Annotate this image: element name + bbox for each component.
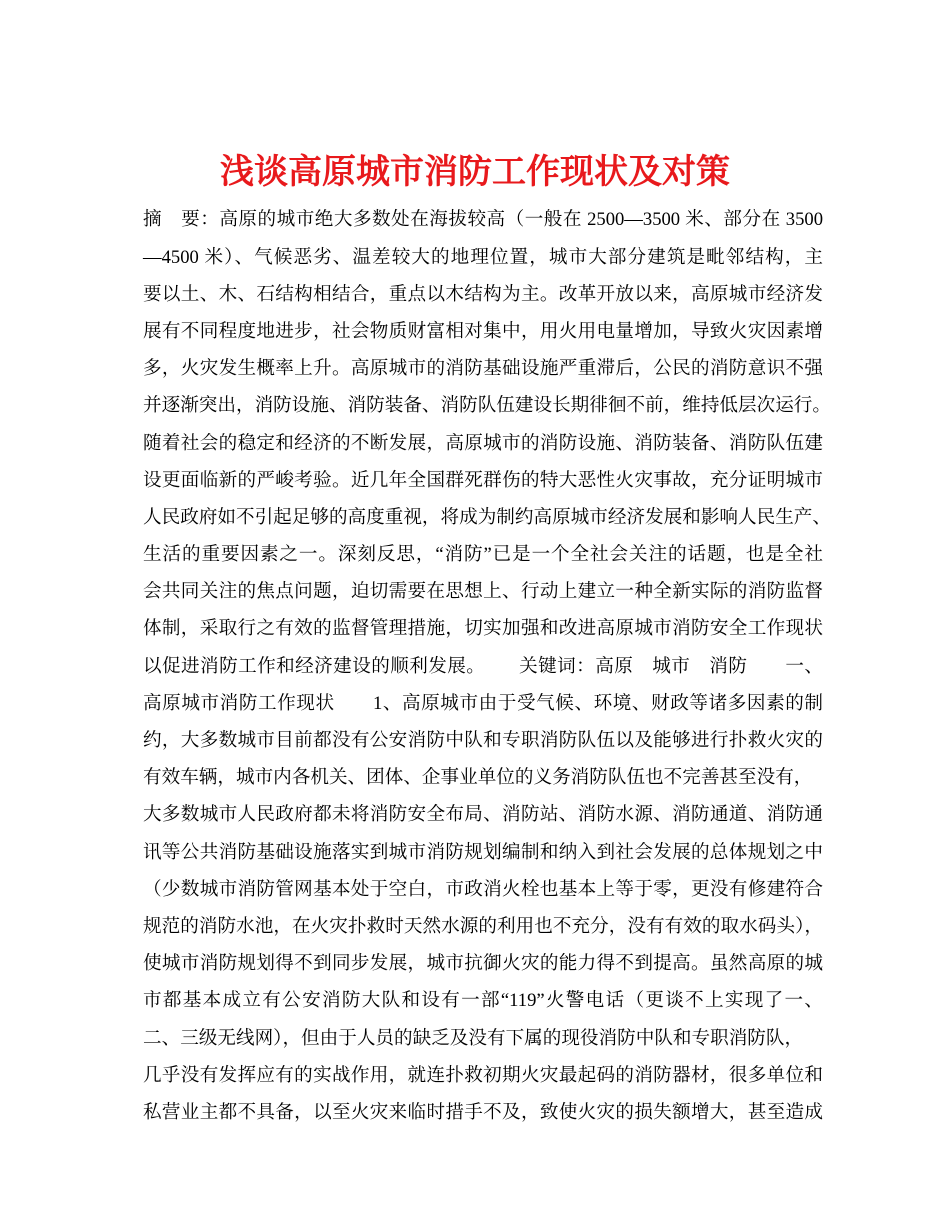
- body-line: 几乎没有发挥应有的实战作用，就连扑救初期火灾最起码的消防器材，很多单位和: [143, 1064, 823, 1086]
- body-line: 私营业主都不具备，以至火灾来临时措手不及，致使火灾的损失额增大，甚至造成: [143, 1101, 823, 1123]
- body-line: 展有不同程度地进步，社会物质财富相对集中，用火用电量增加，导致火灾因素增: [143, 320, 823, 342]
- body-line: 市都基本成立有公安消防大队和设有一部“119”火警电话（更谈不上实现了一、: [143, 990, 823, 1012]
- body-line: 人民政府如不引起足够的高度重视，将成为制约高原城市经济发展和影响人民生产、: [143, 506, 831, 528]
- body-line: 约，大多数城市目前都没有公安消防中队和专职消防队伍以及能够进行扑救火灾的: [143, 730, 823, 752]
- body-line: 有效车辆，城市内各机关、团体、企事业单位的义务消防队伍也不完善甚至没有，: [143, 767, 813, 789]
- body-line: 大多数城市人民政府都未将消防安全布局、消防站、消防水源、消防通道、消防通: [143, 804, 823, 826]
- body-line: 规范的消防水池，在火灾扑救时天然水源的利用也不充分，没有有效的取水码头），: [143, 915, 823, 937]
- body-line: 高原城市消防工作现状 1、高原城市由于受气候、环境、财政等诸多因素的制: [143, 692, 823, 714]
- body-line: 并逐渐突出，消防设施、消防装备、消防队伍建设长期徘徊不前，维持低层次运行。: [143, 395, 831, 417]
- body-line: 会共同关注的焦点问题，迫切需要在思想上、行动上建立一种全新实际的消防监督: [143, 581, 823, 603]
- body-line: 多，火灾发生概率上升。高原城市的消防基础设施严重滞后，公民的消防意识不强: [143, 358, 823, 380]
- document-title: 浅谈高原城市消防工作现状及对策: [220, 153, 730, 191]
- body-line: 讯等公共消防基础设施落实到城市消防规划编制和纳入到社会发展的总体规划之中: [143, 841, 823, 863]
- body-line: 随着社会的稳定和经济的不断发展，高原城市的消防设施、消防装备、消防队伍建: [143, 432, 823, 454]
- body-line: （少数城市消防管网基本处于空白，市政消火栓也基本上等于零，更没有修建符合: [143, 878, 823, 900]
- body-line: 生活的重要因素之一。深刻反思，“消防”已是一个全社会关注的话题，也是全社: [143, 544, 823, 566]
- body-line: 摘 要：高原的城市绝大多数处在海拔较高（一般在 2500—3500 米、部分在 3500: [143, 209, 823, 231]
- body-line: 设更面临新的严峻考验。近几年全国群死群伤的特大恶性火灾事故，充分证明城市: [143, 469, 823, 491]
- body-line: 体制，采取行之有效的监督管理措施，切实加强和改进高原城市消防安全工作现状: [143, 618, 823, 640]
- body-line: 使城市消防规划得不到同步发展，城市抗御火灾的能力得不到提高。虽然高原的城: [143, 953, 823, 975]
- body-line: 要以土、木、石结构相结合，重点以木结构为主。改革开放以来，高原城市经济发: [143, 283, 823, 305]
- body-line: —4500 米）、气候恶劣、温差较大的地理位置，城市大部分建筑是毗邻结构，主: [143, 246, 823, 268]
- body-line: 二、三级无线网），但由于人员的缺乏及没有下属的现役消防中队和专职消防队，: [143, 1027, 804, 1049]
- body-line: 以促进消防工作和经济建设的顺利发展。 关键词：高原 城市 消防 一、: [143, 655, 823, 677]
- document-body: [143, 201, 831, 1131]
